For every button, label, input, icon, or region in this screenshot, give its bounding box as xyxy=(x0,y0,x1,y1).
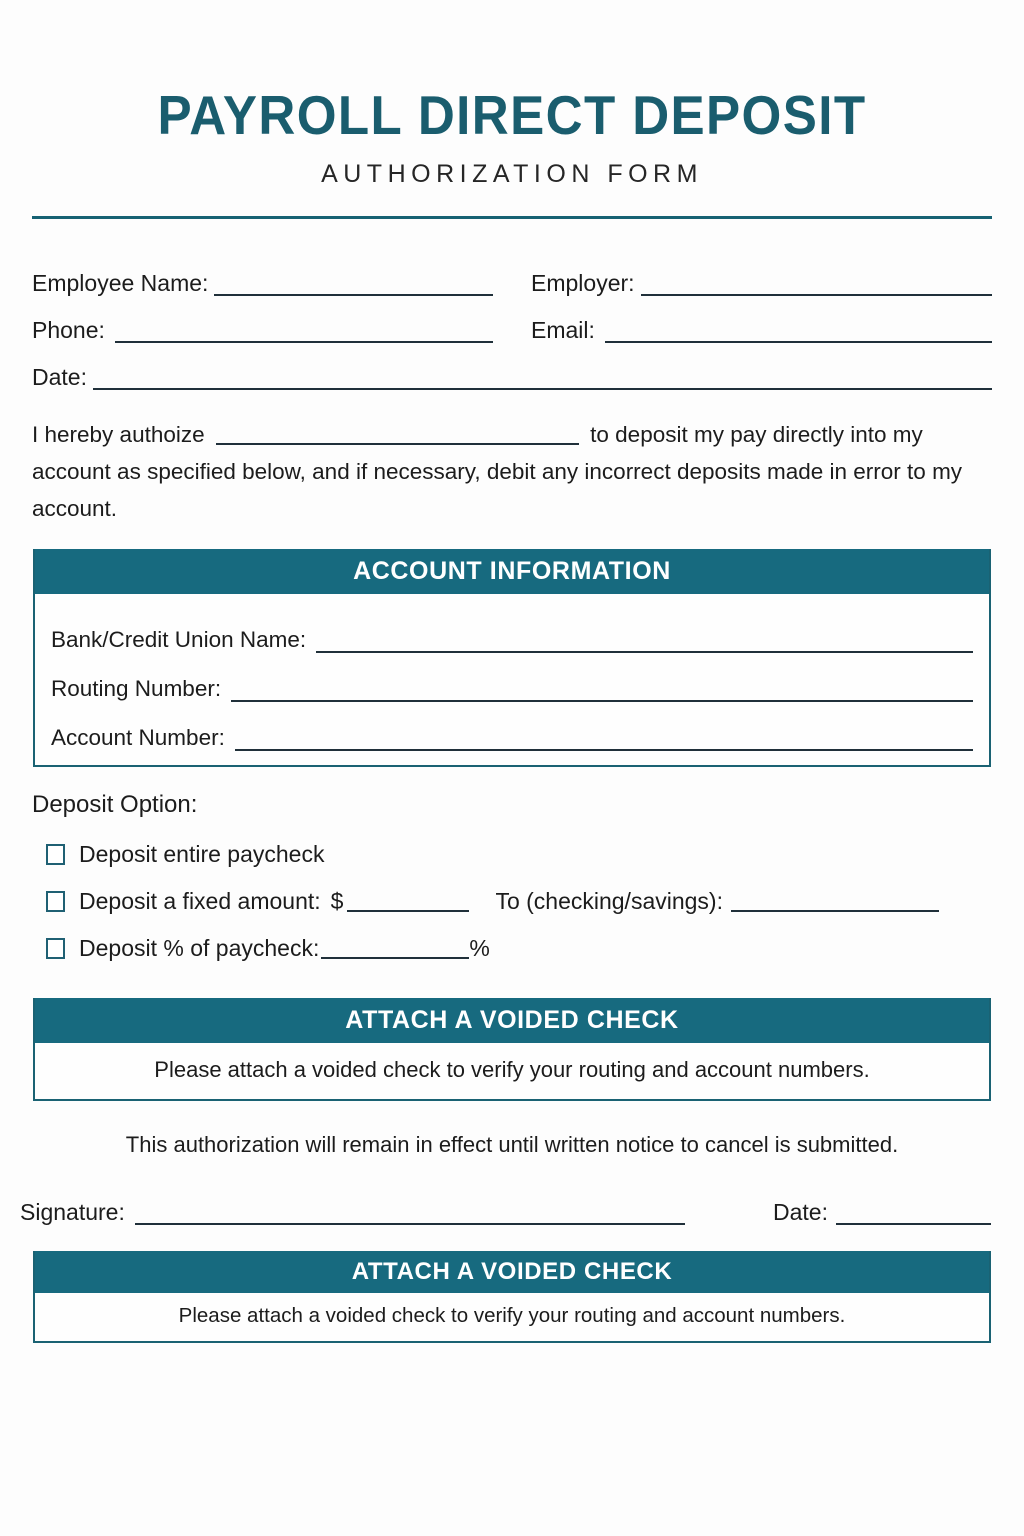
page-title: PAYROLL DIRECT DEPOSIT xyxy=(157,84,867,146)
signature-row xyxy=(20,1187,991,1225)
employer-field[interactable] xyxy=(531,270,992,296)
authorizing-company-input[interactable] xyxy=(216,423,579,445)
routing-number-field[interactable] xyxy=(51,676,973,702)
bank-name-field[interactable] xyxy=(51,627,973,653)
form-header xyxy=(0,0,1024,188)
deposit-option-fixed-amount[interactable] xyxy=(46,878,1024,925)
bank-name-label: Bank/Credit Union Name: xyxy=(51,627,307,652)
account-type-label: To (checking/savings): xyxy=(495,888,723,914)
checkbox-icon-fixed-amount[interactable] xyxy=(46,891,65,912)
routing-number-input[interactable] xyxy=(231,679,973,702)
voided-check-body-secondary: Please attach a voided check to verify your routing and account numbers. xyxy=(35,1293,989,1341)
percent-input[interactable] xyxy=(321,938,469,959)
percent-symbol: % xyxy=(469,935,490,961)
field-row-date xyxy=(32,343,992,390)
employee-name-field[interactable] xyxy=(32,270,493,296)
email-field[interactable] xyxy=(531,317,992,343)
page-subtitle: AUTHORIZATION FORM xyxy=(321,160,703,188)
account-number-input[interactable] xyxy=(235,728,973,751)
email-input[interactable] xyxy=(605,320,992,343)
account-information-body xyxy=(35,594,989,765)
account-number-label: Account Number: xyxy=(51,725,225,750)
authorization-notice: This authorization will remain in effect until written notice to cancel is submitted. xyxy=(125,1132,899,1157)
deposit-option-list xyxy=(46,831,1024,972)
authorization-text-before: I hereby authoize xyxy=(32,422,205,447)
phone-label: Phone: xyxy=(32,317,105,343)
deposit-option-label-entire: Deposit entire paycheck xyxy=(79,841,325,867)
employee-name-label: Employee Name: xyxy=(32,270,209,296)
date-label: Date: xyxy=(32,364,87,390)
authorization-paragraph xyxy=(32,416,992,527)
fixed-amount-input[interactable] xyxy=(347,891,469,912)
field-row-phone-email xyxy=(32,296,992,343)
deposit-option-label-fixed: Deposit a fixed amount: xyxy=(79,888,321,914)
account-number-field[interactable] xyxy=(51,725,973,751)
deposit-option-entire-paycheck[interactable] xyxy=(46,831,1024,878)
employer-label: Employer: xyxy=(531,270,635,296)
field-row-name-employer xyxy=(32,249,992,296)
voided-check-section-secondary xyxy=(33,1251,991,1343)
voided-check-heading-primary: ATTACH A VOIDED CHECK xyxy=(35,998,989,1043)
deposit-option-label-percent: Deposit % of paycheck: xyxy=(79,935,320,961)
checkbox-icon-entire-paycheck[interactable] xyxy=(46,844,65,865)
phone-field[interactable] xyxy=(32,317,493,343)
checkbox-icon-percent[interactable] xyxy=(46,938,65,959)
employer-input[interactable] xyxy=(641,273,992,296)
bank-name-input[interactable] xyxy=(316,630,973,653)
field-row-account-number xyxy=(51,702,973,751)
signature-date-label: Date: xyxy=(773,1199,828,1225)
field-row-bank-name xyxy=(51,604,973,653)
date-field[interactable] xyxy=(32,364,992,390)
signature-label: Signature: xyxy=(20,1199,125,1225)
voided-check-heading-secondary: ATTACH A VOIDED CHECK xyxy=(35,1251,989,1293)
phone-input[interactable] xyxy=(115,320,493,343)
voided-check-section-primary xyxy=(33,998,991,1101)
date-input[interactable] xyxy=(93,367,992,390)
account-information-heading: ACCOUNT INFORMATION xyxy=(35,549,989,594)
voided-check-body-primary: Please attach a voided check to verify your routing and account numbers. xyxy=(35,1043,989,1099)
contact-fields xyxy=(32,219,992,390)
deposit-option-percent[interactable] xyxy=(46,925,1024,972)
signature-date-input[interactable] xyxy=(836,1203,991,1225)
account-information-section xyxy=(33,549,991,767)
signature-input[interactable] xyxy=(135,1203,685,1225)
authorization-text-after: to deposit my pay directly into my account as specified below, and if necessary, debit any incorrect deposits made in error to my account. xyxy=(32,422,963,521)
account-type-input[interactable] xyxy=(731,891,939,912)
employee-name-input[interactable] xyxy=(214,273,493,296)
currency-symbol: $ xyxy=(330,888,344,914)
deposit-option-heading: Deposit Option: xyxy=(32,791,198,818)
routing-number-label: Routing Number: xyxy=(51,676,222,701)
field-row-routing-number xyxy=(51,653,973,702)
email-label: Email: xyxy=(531,317,595,343)
